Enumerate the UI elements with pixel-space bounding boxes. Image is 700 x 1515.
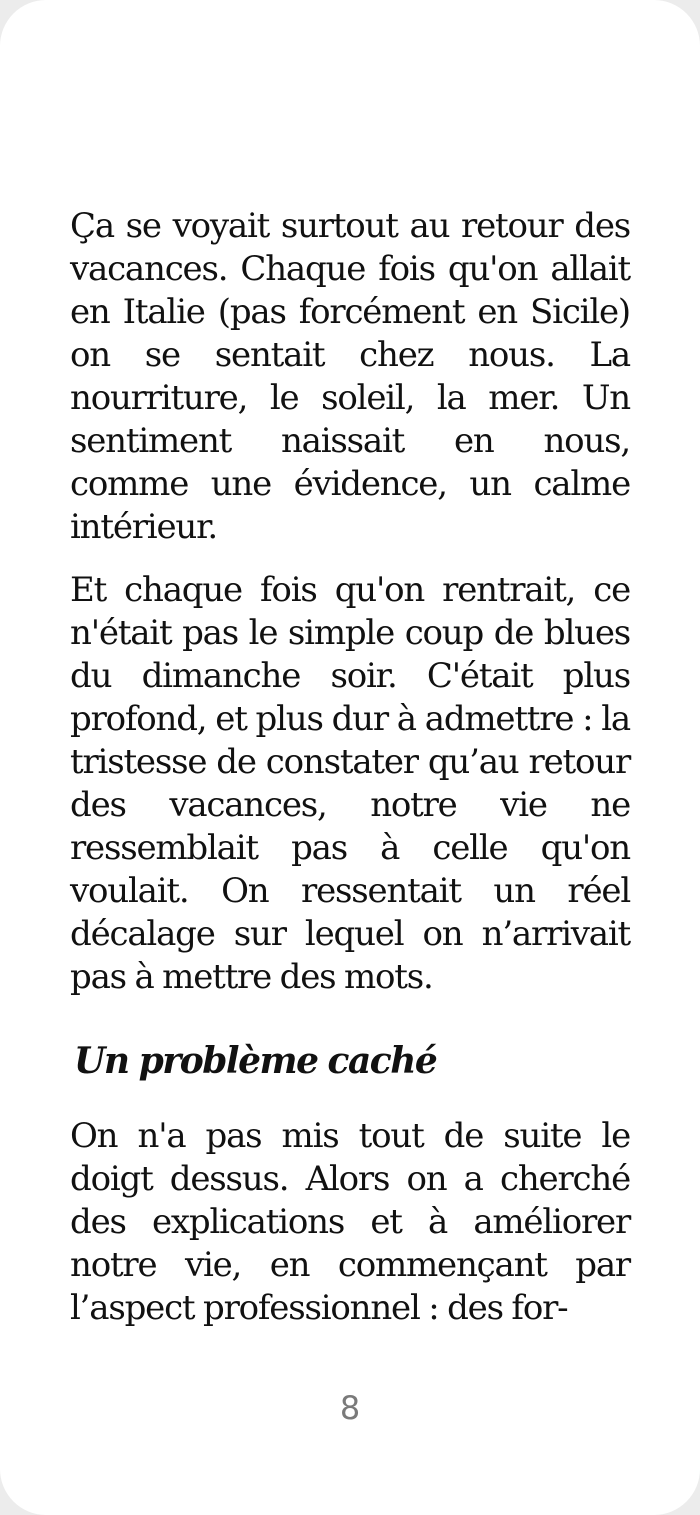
page-text xyxy=(70,205,630,1350)
page-number: 8 xyxy=(339,1389,361,1427)
section-heading: Un problème caché xyxy=(74,1040,437,1082)
paragraph-retour: Et chaque fois qu'on rentrait, ce n'était pas le simple coup de blues du dimanche soir. C'était plus profond, et plus dur à admettre : la tristesse de constater qu’au retour des vacances, notre vie ne ressemblait pas à celle qu'on voulait. On ressentait un réel décalage sur lequel on n’arrivait pas à mettre des mots. xyxy=(70,570,630,997)
paragraph-probleme: On n'a pas mis tout de suite le doigt dessus. Alors on a cherché des explications et à améliorer notre vie, en commençant par l’aspect professionnel : des for- xyxy=(70,1116,630,1328)
paragraph-vacances: Ça se voyait surtout au retour des vacances. Chaque fois qu'on allait en Italie (pas forcément en Sicile) on se sentait chez nous. La nourriture, le soleil, la mer. Un sentiment naissait en nous, comme une évidence, un calme intérieur. xyxy=(70,206,630,547)
